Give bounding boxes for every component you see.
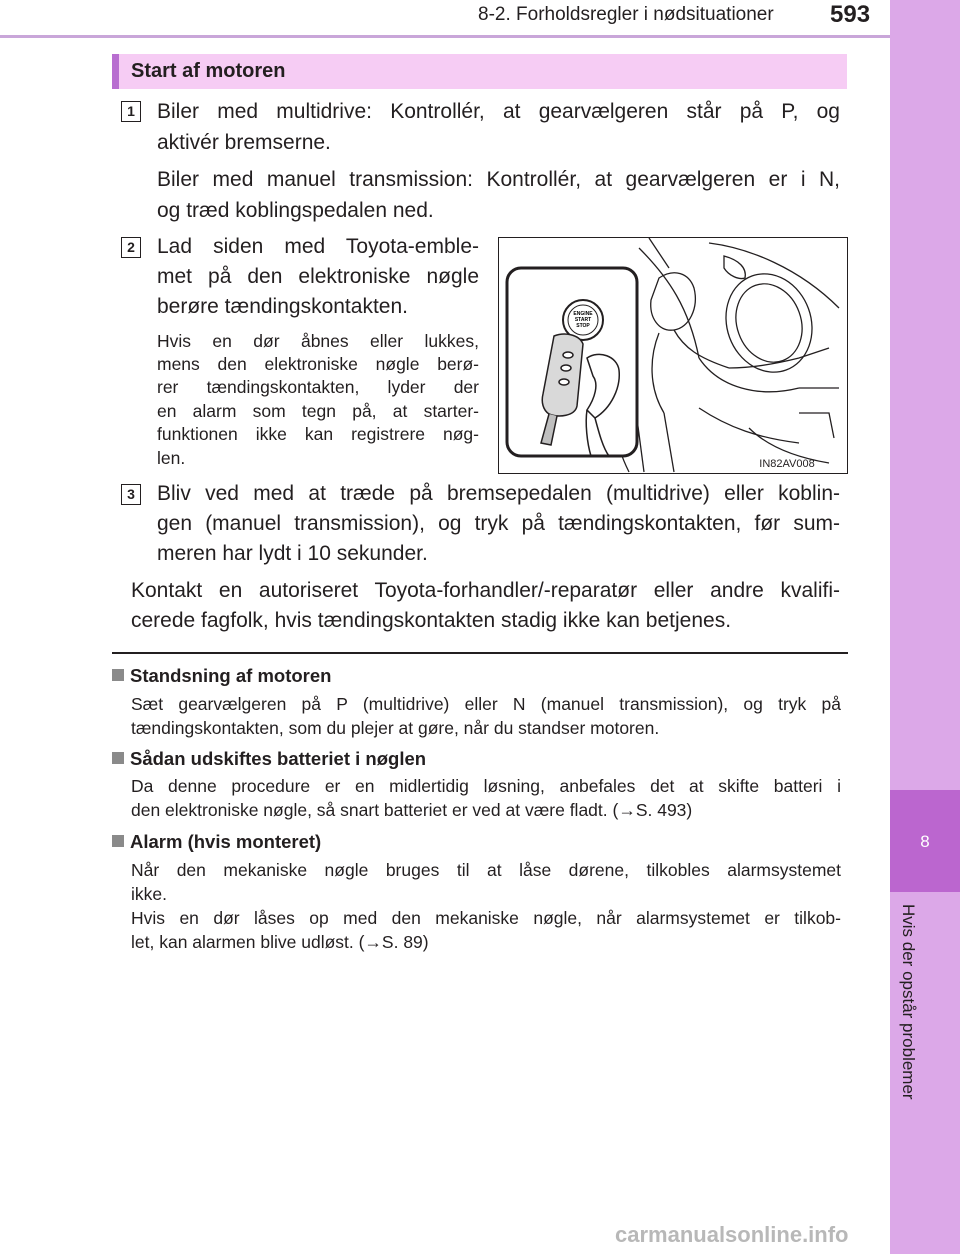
subsection-1-line-1: Sæt gearvælgeren på P (multidrive) eller N (manuel transmission), og tryk på (131, 694, 841, 714)
running-header: 8-2. Forholdsregler i nødsituationer (478, 4, 774, 25)
step-number-3: 3 (121, 484, 141, 505)
subsection-heading-alarm: Alarm (hvis monteret) (112, 831, 321, 853)
subsection-heading-battery: Sådan udskiftes batteriet i nøglen (112, 748, 426, 770)
subsection-1-line-2: tændingskontakten, som du plejer at gøre, når du standser motoren. (131, 718, 660, 738)
step-2-note-line-6: len. (157, 448, 186, 468)
chapter-number: 8 (920, 832, 930, 851)
figure-code: IN82AV008 (759, 458, 815, 470)
step-1-line-1: Biler med multidrive: Kontrollér, at gearvælgeren står på P, og (157, 100, 840, 123)
subsection-heading-stop-engine: Standsning af motoren (112, 665, 331, 687)
step-2-note-line-3: rer tændingskontakten, lyder der (157, 377, 479, 397)
subsection-2-line-1: Da denne procedure er en midlertidig løsning, anbefales det at skifte batteri i (131, 776, 841, 796)
step-1-line-4: og træd koblingspedalen ned. (157, 199, 434, 222)
step-number-2: 2 (121, 237, 141, 258)
svg-text:STOP: STOP (576, 323, 590, 329)
after-steps-line-2: cerede fagfolk, hvis tændingskontakten stadig ikke kan betjenes. (131, 609, 732, 632)
driver-key-drawing (499, 238, 847, 473)
step-2-line-3: berøre tændingskontakten. (157, 295, 408, 318)
header-divider (0, 35, 890, 38)
step-1-line-2: aktivér bremserne. (157, 131, 331, 154)
page-number: 593 (830, 1, 871, 28)
subsection-3-line-2: ikke. (131, 884, 167, 904)
step-3-line-2: gen (manuel transmission), og tryk på tændingskontakten, før sum- (157, 512, 840, 535)
subsection-3-line-3: Hvis en dør låses op med den mekaniske nøgle, når alarmsystemet er tilkob- (131, 908, 841, 928)
section-header (112, 54, 847, 89)
step-3-line-1: Bliv ved med at træde på bremsepedalen (multidrive) eller koblin- (157, 482, 840, 505)
bullet-square-icon (112, 752, 124, 764)
bullet-square-icon (112, 835, 124, 847)
step-2-note-line-2: mens den elektroniske nøgle berø- (157, 354, 479, 374)
chapter-title: Hvis der opstår problemer (899, 904, 918, 1100)
after-steps-line-1: Kontakt en autoriseret Toyota-forhandler/-reparatør eller andre kvalifi- (131, 579, 840, 602)
step-3-line-3: meren har lydt i 10 sekunder. (157, 542, 428, 565)
watermark: carmanualsonline.info (615, 1222, 849, 1247)
svg-text:ENGINE: ENGINE (573, 311, 593, 317)
subsection-3-line-4: let, kan alarmen blive udløst. (→S. 89) (131, 932, 429, 952)
step-2-line-1: Lad siden med Toyota-emble- (157, 235, 479, 258)
subsection-2-line-2: den elektroniske nøgle, så snart batteriet er ved at være fladt. (→S. 493) (131, 800, 693, 820)
key-touch-illustration (498, 237, 848, 474)
section-title: Start af motoren (131, 60, 286, 82)
step-1-line-3: Biler med manuel transmission: Kontrollér, at gearvælgeren er i N, (157, 168, 840, 191)
section-divider (112, 652, 848, 654)
step-2-line-2: met på den elektroniske nøgle (157, 265, 479, 288)
step-2-note-line-4: en alarm som tegn på, at starter- (157, 401, 479, 421)
step-2-note-line-5: funktionen ikke kan registrere nøg- (157, 424, 479, 444)
step-2-note-line-1: Hvis en dør åbnes eller lukkes, (157, 331, 479, 351)
subsection-3-line-1: Når den mekaniske nøgle bruges til at låse dørene, tilkobles alarmsystemet (131, 860, 841, 880)
svg-text:START: START (574, 317, 592, 323)
bullet-square-icon (112, 669, 124, 681)
step-number-1: 1 (121, 101, 141, 122)
